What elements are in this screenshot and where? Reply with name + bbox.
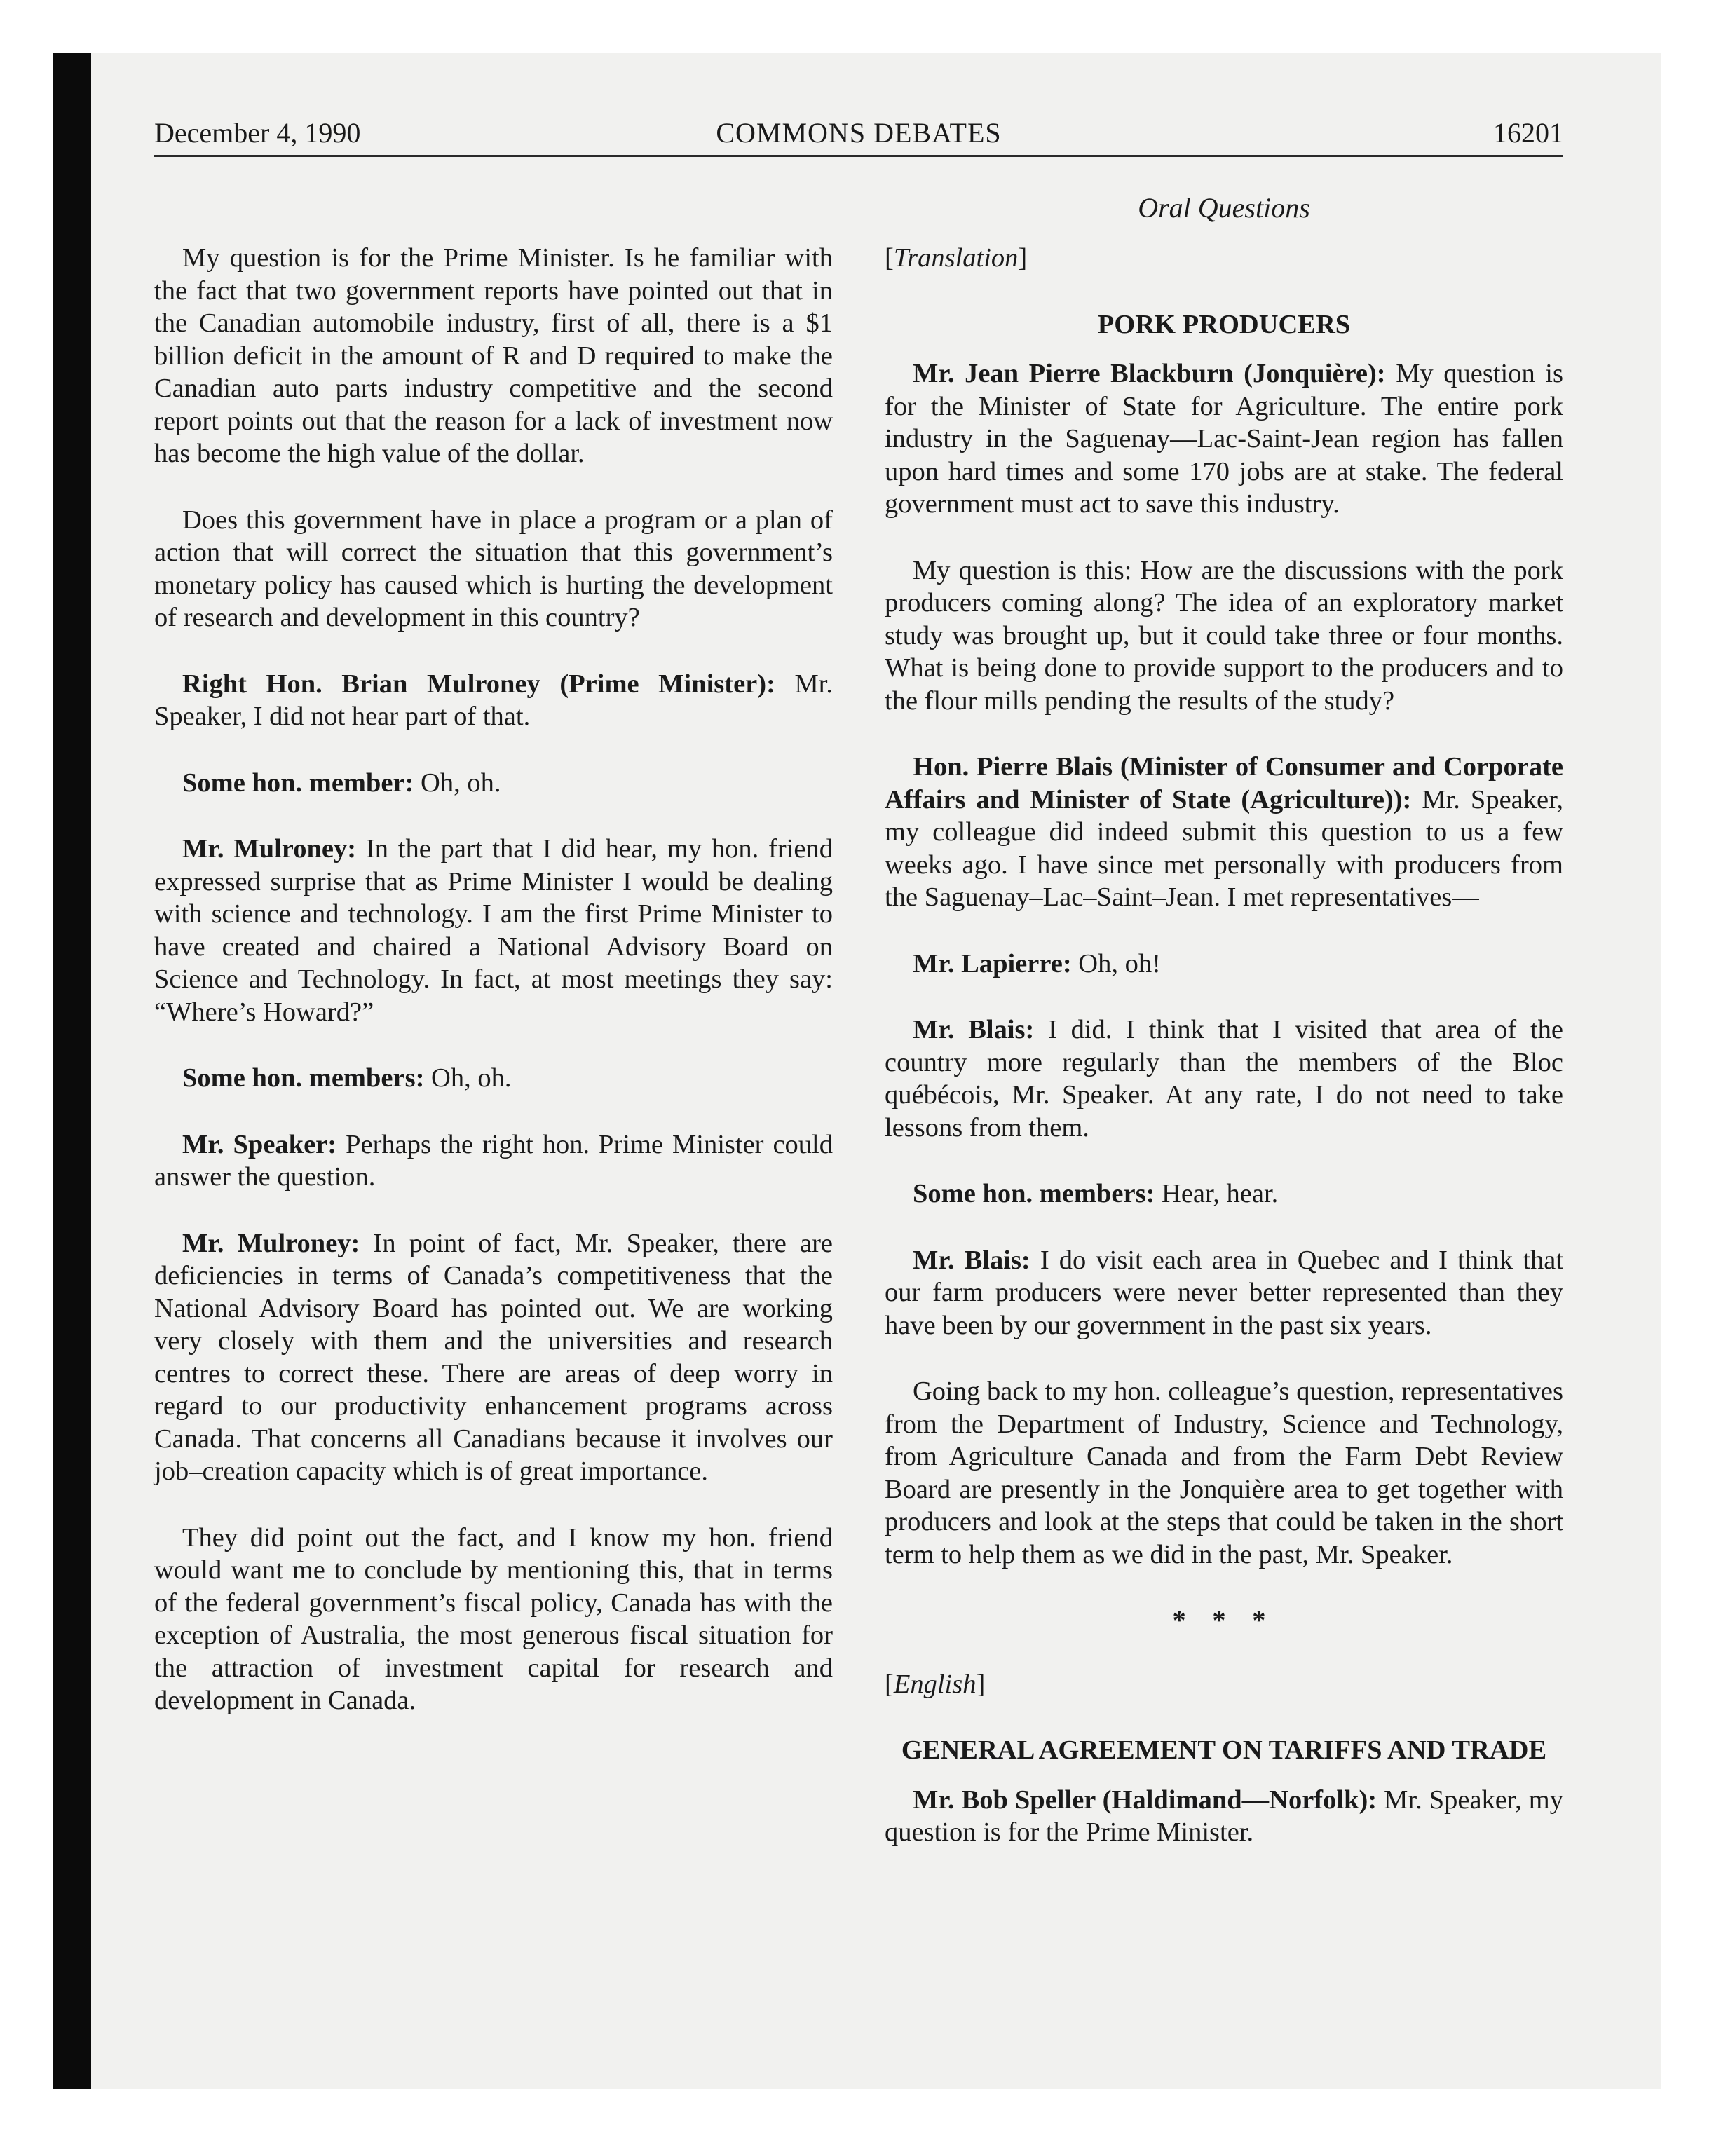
- speaker-name: Mr. Speaker:: [182, 1129, 337, 1159]
- speech-text: My question is for the Minister of State for Agriculture. The entire pork industry in the Saguenay—Lac-Saint-Jean region has fallen upon hard times and some 170 jobs are at stake. The federal government must act to save this industry.: [885, 359, 1563, 519]
- speaker-name: Mr. Mulroney:: [182, 834, 357, 864]
- speaker-name: Mr. Bob Speller (Haldimand—Norfolk):: [913, 1785, 1377, 1815]
- speech-text: Mr. Speaker, my question is for the Prime Minister.: [885, 1785, 1563, 1847]
- left-column: [154, 242, 833, 1751]
- speech: [885, 1014, 1563, 1144]
- speech-text: Perhaps the right hon. Prime Minister could answer the question.: [154, 1129, 833, 1192]
- speaker-name: Mr. Mulroney:: [182, 1228, 360, 1258]
- speech: [154, 767, 833, 800]
- paragraph: Going back to my hon. colleague’s question, representatives from the Department of Industry, Science and Technology, from Agriculture Canada and from the Farm Debt Review Board are presently in the Jonquière area to get together with producers and look at the steps that could be taken in the short term to help them as we did in the past, Mr. Speaker.: [885, 1377, 1563, 1569]
- scan-edge: [53, 53, 91, 2089]
- section-separator: * * *: [1172, 1606, 1276, 1635]
- speech-text: In point of fact, Mr. Speaker, there are deficiencies in terms of Canada’s competitiveness that the National Advisory Board has pointed out. We are working very closely with them and the universities and research centres to correct these. There are areas of deep worry in regard to our productivity enhancement programs across Canada. That concerns all Canadians because it involves our job–creation capacity which is of great importance.: [154, 1228, 833, 1486]
- speech: [154, 1227, 833, 1488]
- paragraph: They did point out the fact, and I know my hon. friend would want me to conclude by mentioning this, that in terms of the federal government’s fiscal policy, Canada has with the exception of Australia, the most generous fiscal situation for the attraction of investment capital for research and development in Canada.: [154, 1522, 833, 1715]
- speaker-name: Some hon. members:: [913, 1179, 1155, 1208]
- page-number: 16201: [1493, 117, 1563, 149]
- speaker-name: Hon. Pierre Blais (Minister of Consumer and Corporate Affairs and Minister of State (Agriculture)):: [885, 752, 1563, 814]
- paragraph: My question is for the Prime Minister. Is he familiar with the fact that two government reports have pointed out that in the Canadian automobile industry, first of all, there is a $1 billion deficit in the amount of R and D required to make the Canadian auto parts industry competitive and the second report points out that the reason for a lack of investment now has become the high value of the dollar.: [154, 243, 833, 468]
- speech: [154, 833, 833, 1028]
- section-heading: GENERAL AGREEMENT ON TARIFFS AND TRADE: [901, 1735, 1547, 1765]
- speech-text: Oh, oh.: [431, 1063, 512, 1093]
- header-publication: COMMONS DEBATES: [716, 117, 1002, 149]
- speech-text: Oh, oh!: [1078, 948, 1161, 978]
- speaker-name: Right Hon. Brian Mulroney (Prime Minister):: [182, 669, 775, 699]
- speech-text: Hear, hear.: [1162, 1179, 1279, 1208]
- speech: [154, 1128, 833, 1194]
- paragraph: My question is this: How are the discussions with the pork producers coming along? The idea of an exploratory market study was brought up, but it could take three or four months. What is being done to provide support to the producers and to the flour mills pending the results of the study?: [885, 555, 1563, 716]
- speech: [885, 1178, 1563, 1210]
- speaker-name: Mr. Blais:: [913, 1245, 1030, 1275]
- speech-text: In the part that I did hear, my hon. friend expressed surprise that as Prime Minister I would be dealing with science and technology. I am the first Prime Minister to have created and chaired a National Advisory Board on Science and Technology. In fact, at most meetings they say: “Where’s Howard?”: [154, 834, 833, 1027]
- speaker-name: Mr. Blais:: [913, 1015, 1035, 1044]
- section-label: Oral Questions: [1138, 192, 1310, 224]
- speech-text: Mr. Speaker, I did not hear part of that.: [154, 669, 834, 731]
- speech: [885, 357, 1563, 521]
- speech-text: Mr. Speaker, my colleague did indeed submit this question to us a few weeks ago. I have since met personally with producers from the Saguenay–Lac–Saint–Jean. I met representatives—: [885, 784, 1563, 912]
- speaker-name: Mr. Jean Pierre Blackburn (Jonquière):: [913, 359, 1386, 388]
- header-date: December 4, 1990: [154, 117, 361, 149]
- speaker-name: Some hon. members:: [182, 1063, 425, 1093]
- speech-text: Oh, oh.: [421, 767, 501, 798]
- speech: [154, 1062, 833, 1095]
- paragraph: Does this government have in place a program or a plan of action that will correct the situation that this government’s monetary policy has caused which is hurting the development of research and development in this country?: [154, 505, 833, 632]
- section-heading: PORK PRODUCERS: [1097, 309, 1351, 339]
- speech: [885, 948, 1563, 981]
- speech: [885, 751, 1563, 914]
- running-head: [154, 116, 1563, 157]
- speech-text: I do visit each area in Quebec and I think that our farm producers were never better represented than they have been by our government in the past six years.: [885, 1245, 1563, 1340]
- speech-text: I did. I think that I visited that area of the country more regularly than the members of the Bloc québécois, Mr. Speaker. At any rate, I do not need to take lessons from them.: [885, 1015, 1563, 1142]
- language-marker: [Translation]: [885, 243, 1028, 273]
- speech: [885, 1784, 1563, 1849]
- right-column: [885, 242, 1563, 1883]
- speaker-name: Some hon. member:: [182, 767, 414, 798]
- speech: [885, 1244, 1563, 1342]
- language-marker: [English]: [885, 1669, 986, 1699]
- speaker-name: Mr. Lapierre:: [913, 948, 1072, 978]
- speech: [154, 668, 833, 733]
